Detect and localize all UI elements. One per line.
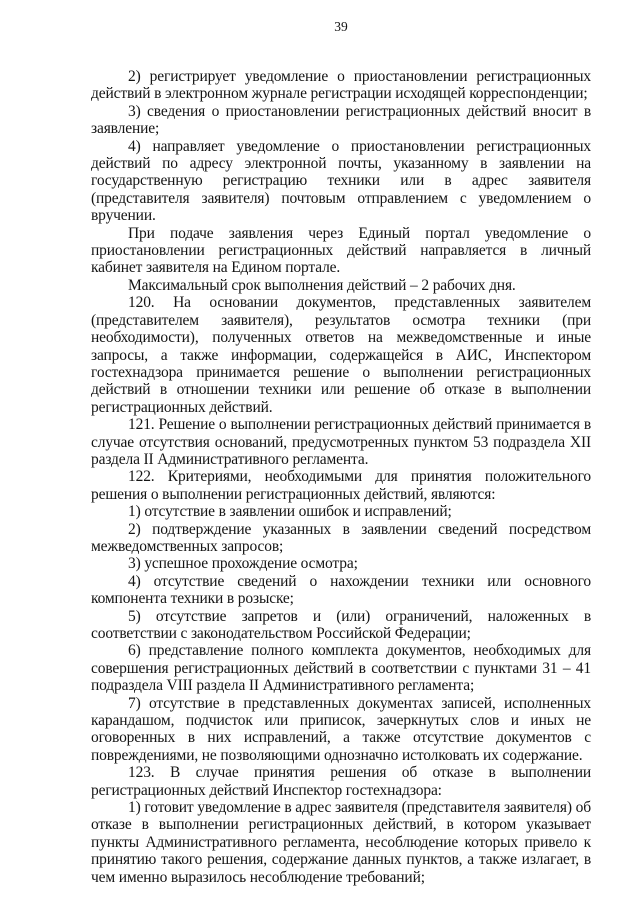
paragraph: 1) отсутствие в заявлении ошибок и исправлений; [128,503,452,521]
paragraph: 3) сведения о приостановлении регистрационных действий вносит в заявление; [91,102,591,138]
paragraph: 4) направляет уведомление о приостановлении регистрационных действий по адресу электронной почты, указанному в заявлении на государственную регистрацию техники или в адрес заявителя (представителя заявителя) почтовым отправлением с уведомлением о вручении. [91,137,591,225]
paragraph: 5) отсутствие запретов и (или) ограничений, наложенных в соответствии с законодательством Российской Федерации; [91,607,591,642]
paragraph: Максимальный срок выполнения действий – 2 рабочих дня. [128,276,516,294]
paragraph: 2) подтверждение указанных в заявлении сведений посредством межведомственных запросов; [91,520,591,555]
document-body [91,68,591,886]
paragraph: 7) отсутствие в представленных документах записей, исполненных карандашом, подчисток или приписок, зачеркнутых слов и иных не оговоренных в них исправлений, а также отсутствие документов с повреждениями, не позволяющими однозначно истолковать их содержание. [91,694,591,764]
paragraph: 3) успешное прохождение осмотра; [128,555,358,573]
paragraph: 6) представление полного комплекта документов, необходимых для совершения регистрационных действий в соответствии с пунктами 31 – 41 подраздела VIII раздела II Административного регламента; [91,642,591,695]
page-number: 39 [334,19,348,34]
paragraph: 122. Критериями, необходимыми для принятия положительного решения о выполнении регистрационных действий, являются: [91,468,591,503]
paragraph: 4) отсутствие сведений о нахождении техники или основного компонента техники в розыске; [91,572,591,608]
paragraph: 1) готовит уведомление в адрес заявителя (представителя заявителя) об отказе в выполнении регистрационных действий, в котором указывает пункты Административного регламента, несоблюдение которых привело к принятию такого решения, содержание данных пунктов, а также излагает, в чем именно выразилось несоблюдение требований; [91,799,591,886]
paragraph: При подаче заявления через Единый портал уведомление о приостановлении регистрационных действий направляется в личный кабинет заявителя на Едином портале. [91,224,591,277]
paragraph: 123. В случае принятия решения об отказе в выполнении регистрационных действий Инспектор гостехнадзора: [91,764,591,799]
paragraph: 120. На основании документов, представленных заявителем (представителем заявителя), результатов осмотра техники (при необходимости), полученных ответов на межведомственные и иные запросы, а также информации, содержащейся в АИС, Инспектором гостехнадзора принимается решение о выполнении регистрационных действий в отношении техники или решение об отказе в выполнении регистрационных действий. [91,294,591,416]
paragraph: 121. Решение о выполнении регистрационных действий принимается в случае отсутствия оснований, предусмотренных пунктом 53 подраздела XII раздела II Административного регламента. [91,416,591,468]
paragraph: 2) регистрирует уведомление о приостановлении регистрационных действий в электронном журнале регистрации исходящей корреспонденции; [91,68,591,103]
